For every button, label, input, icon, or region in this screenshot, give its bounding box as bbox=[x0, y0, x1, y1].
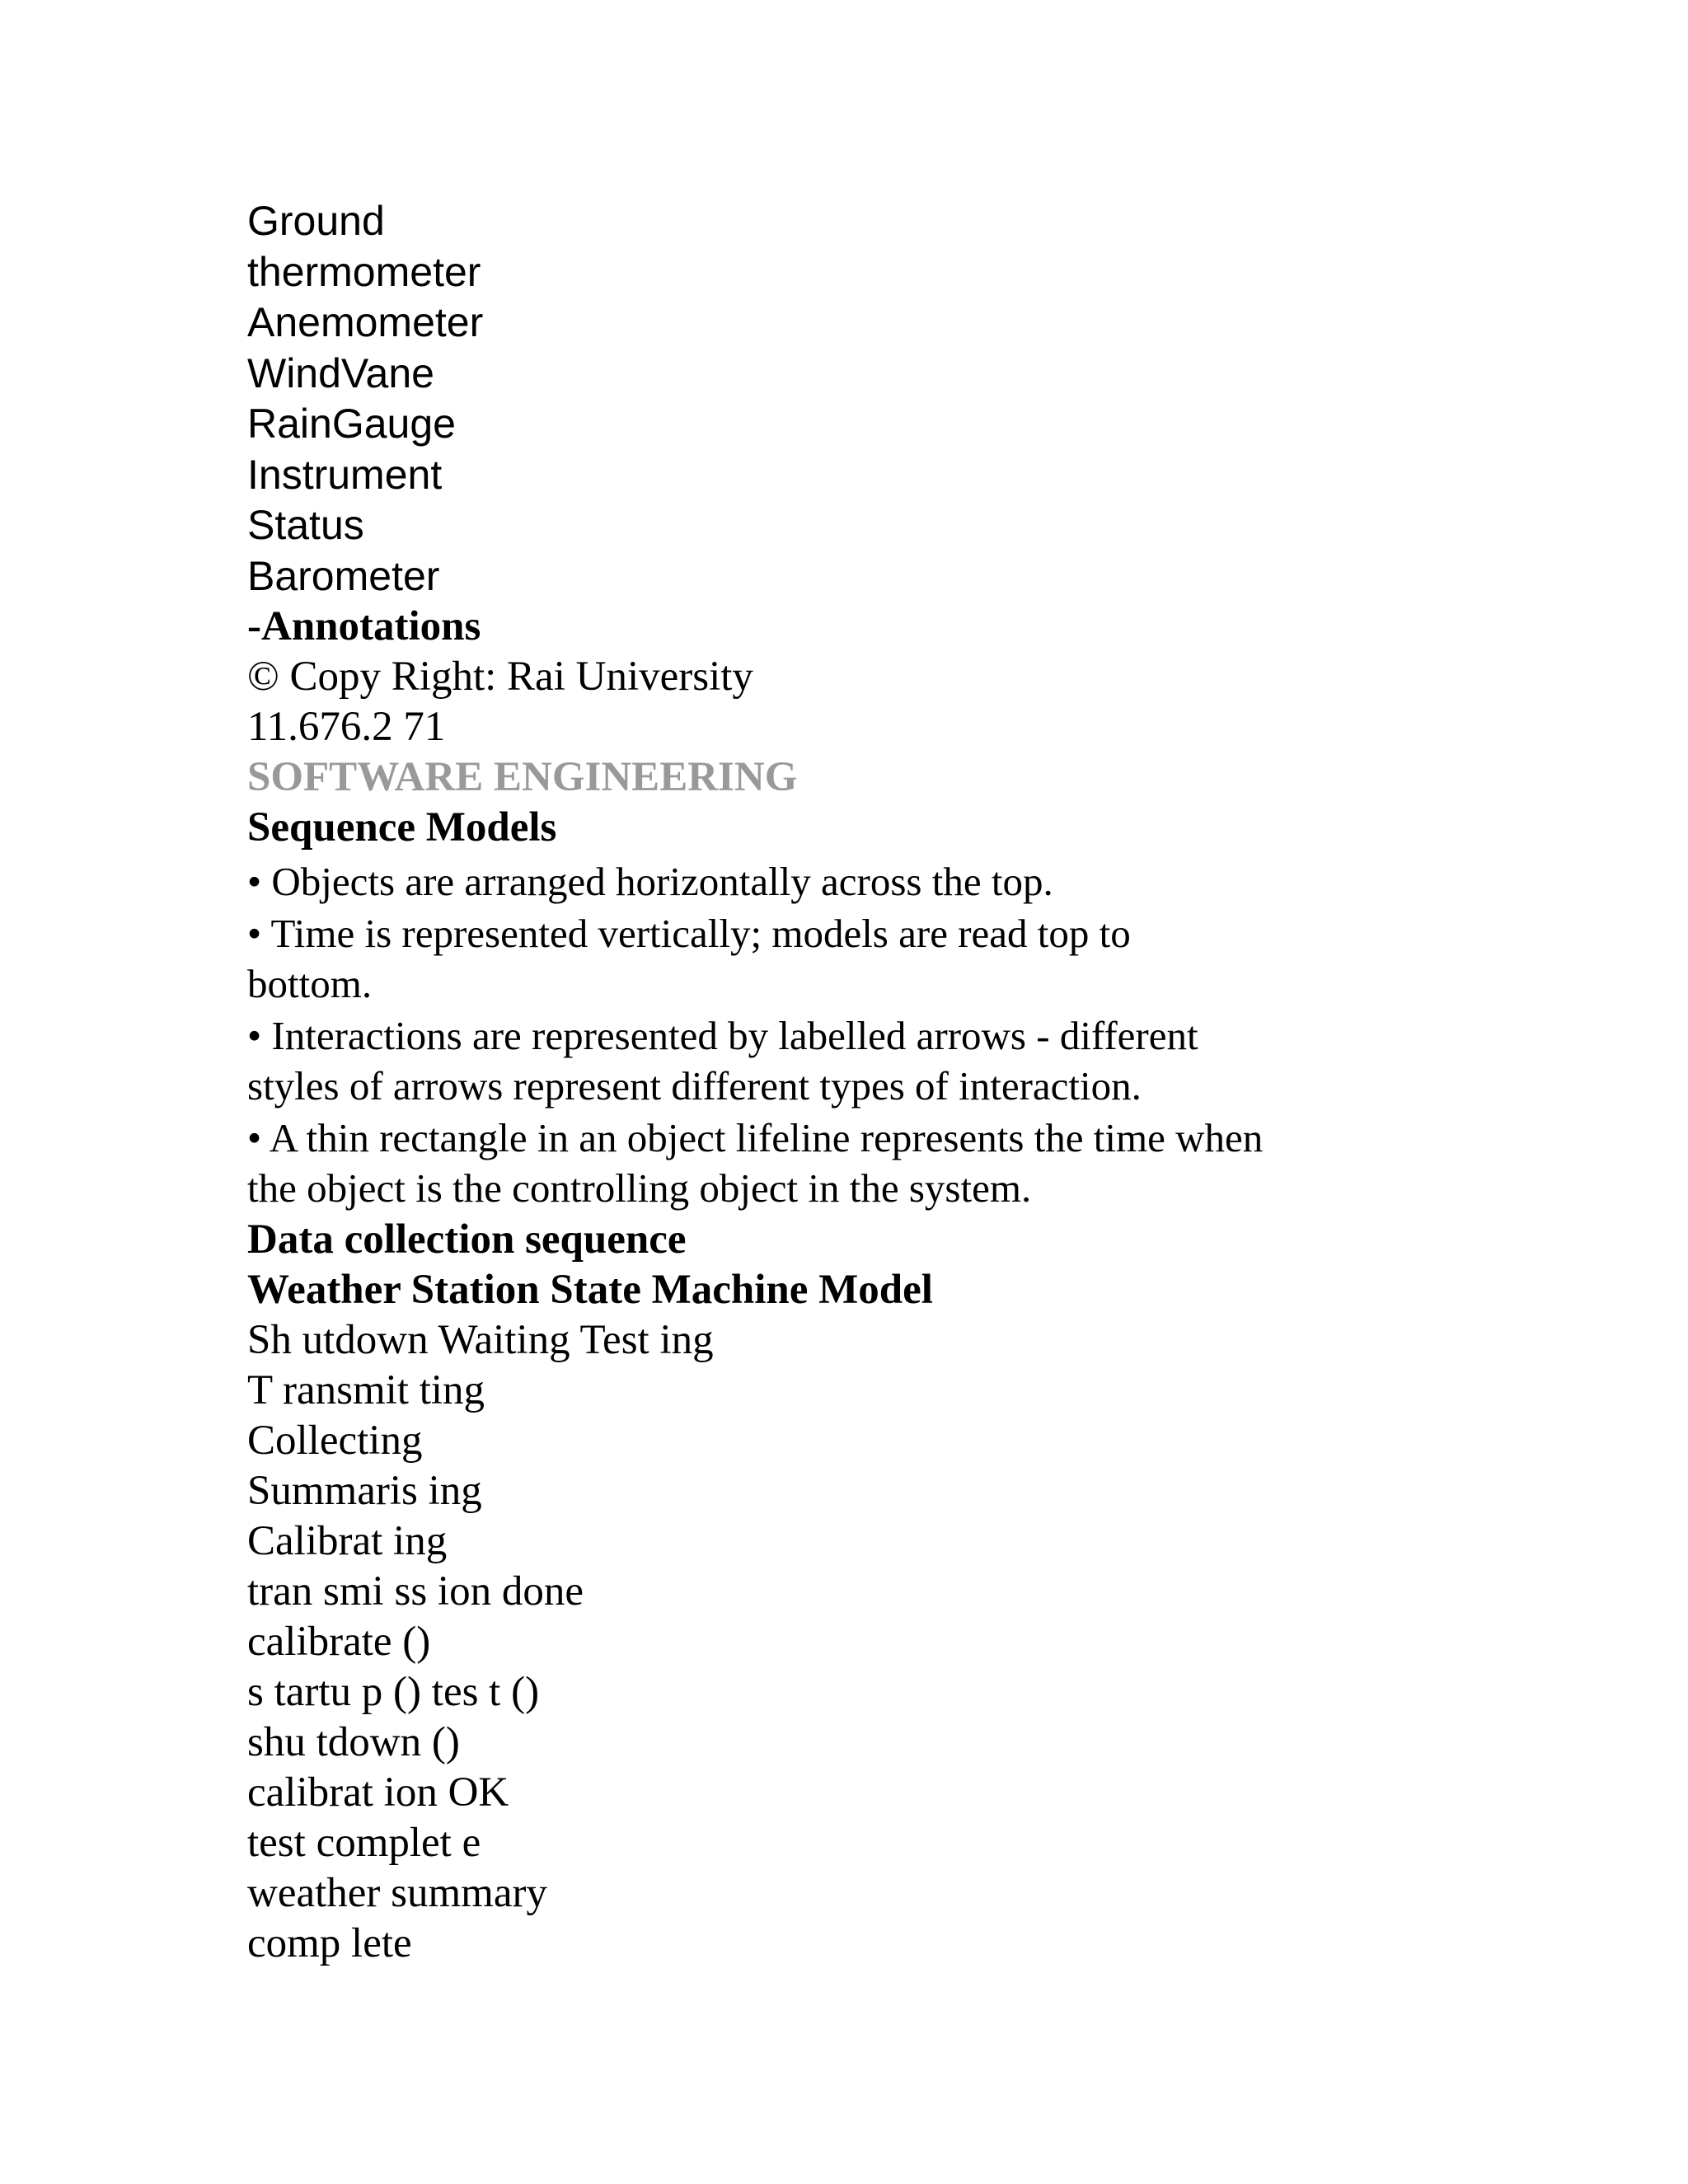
state-label: shu tdown () bbox=[247, 1719, 460, 1765]
diagram-label: Ground bbox=[247, 198, 385, 244]
page-code: 11.676.2 71 bbox=[247, 704, 446, 750]
bullet-text: the object is the controlling object in the system. bbox=[247, 1165, 1032, 1211]
state-labels bbox=[247, 1315, 1418, 1969]
annotations-heading: -Annotations bbox=[247, 603, 481, 649]
state-label: comp lete bbox=[247, 1920, 412, 1966]
bullet-item bbox=[247, 1113, 1418, 1213]
bullet-text: • Interactions are represented by labelled arrows - different bbox=[247, 1013, 1198, 1058]
diagram-label: WindVane bbox=[247, 349, 434, 396]
running-header: SOFTWARE ENGINEERING bbox=[247, 754, 798, 800]
bullet-text: • Time is represented vertically; models are read top to bbox=[247, 911, 1131, 956]
state-label: calibrat ion OK bbox=[247, 1769, 509, 1816]
diagram-label: Anemometer bbox=[247, 299, 484, 345]
state-label: test complet e bbox=[247, 1820, 481, 1866]
state-label: tran smi ss ion done bbox=[247, 1568, 584, 1615]
state-label: Calibrat ing bbox=[247, 1518, 448, 1564]
bullet-text: • A thin rectangle in an object lifeline represents the time when bbox=[247, 1115, 1264, 1160]
bullet-list bbox=[247, 856, 1418, 1213]
state-label: calibrate () bbox=[247, 1619, 431, 1665]
state-label: T ransmit ting bbox=[247, 1367, 485, 1413]
diagram-label: thermometer bbox=[247, 248, 481, 295]
bullet-text: • Objects are arranged horizontally across the top. bbox=[247, 859, 1053, 904]
bullet-text: styles of arrows represent different types of interaction. bbox=[247, 1063, 1142, 1108]
state-label: s tartu p () tes t () bbox=[247, 1669, 540, 1715]
state-label: Collecting bbox=[247, 1418, 423, 1464]
diagram-label: RainGauge bbox=[247, 401, 456, 447]
state-label: Summaris ing bbox=[247, 1468, 482, 1514]
diagram-label: Instrument bbox=[247, 451, 443, 498]
bullet-item bbox=[247, 1010, 1418, 1111]
diagram-label: Status bbox=[247, 502, 364, 548]
bullet-item bbox=[247, 908, 1418, 1009]
copyright-notice: © Copy Right: Rai University bbox=[247, 654, 753, 700]
bullet-item bbox=[247, 856, 1418, 907]
figure-caption: Weather Station State Machine Model bbox=[247, 1267, 933, 1313]
state-label: Sh utdown Waiting Test ing bbox=[247, 1317, 714, 1363]
state-label: weather summary bbox=[247, 1870, 547, 1916]
figure-caption: Data collection sequence bbox=[247, 1216, 687, 1263]
bullet-text: bottom. bbox=[247, 961, 373, 1006]
page-content bbox=[247, 196, 1418, 1969]
diagram-labels bbox=[247, 196, 1418, 602]
section-heading: Sequence Models bbox=[247, 804, 557, 851]
diagram-label: Barometer bbox=[247, 552, 440, 599]
